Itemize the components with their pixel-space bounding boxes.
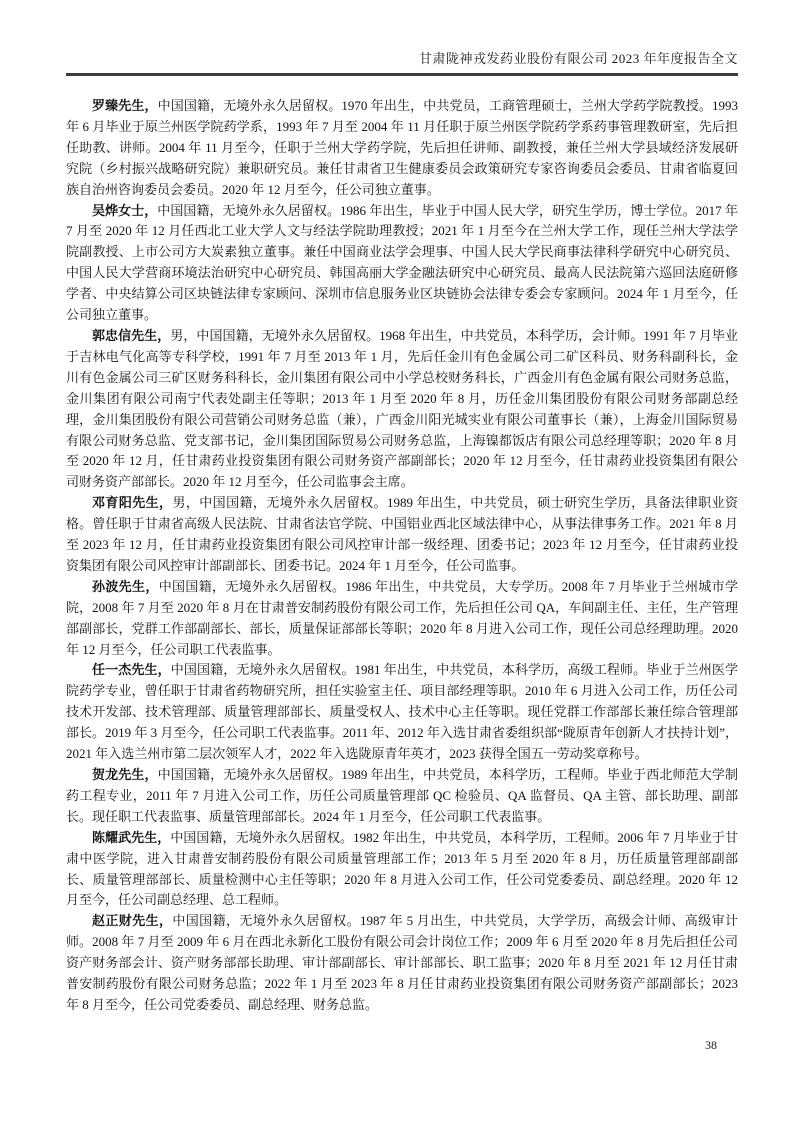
page-header [66,46,738,76]
person-name-zhao-zhengcai: 赵正财先生， [92,913,173,929]
bio-text-guo-zhongxin: 男，中国国籍，无境外永久居留权。1968 年出生，中共党员，本科学历，会计师。1991 年 7 月毕业于吉林电气化高等专科学校，1991 年 7 月至 2013 年 1 月，先后任金川有色金属公司二矿区科员、财务科副科长，金川有色金属公司三矿区财务科科长，金川集团有限公司中小学总校财务科长，广西金川有色金属有限公司财务总监，金川集团有限公司南宁代表处副主任等职；2013 年 1 月至 2020 年 8 月，历任金川集团股份有限公司财务部副总经理，金川集团股份有限公司营销公司财务总监（兼），广西金川阳光城实业有限公司董事长（兼），上海金川国际贸易有限公司财务总监、党支部书记，金川集团国际贸易公司财务总监，上海镍都饭店有限公司总经理等职；2020 年 8 月至 2020 年 12 月，任甘肃药业投资集团有限公司财务资产部副部长；2020 年 12 月至今，任甘肃药业投资集团有限公司财务资产部部长。2020 年 12 月至今，任公司监事会主席。 [66,327,738,490]
page-footer [705,1038,717,1053]
header-divider [66,73,738,76]
person-name-he-long: 贺龙先生， [92,767,158,782]
bio-paragraph-luo-zhen [66,96,738,201]
person-name-sun-bo: 孙波先生， [92,578,159,594]
bio-paragraph-zhao-zhengcai [66,911,738,1016]
bio-paragraph-he-long [66,765,738,828]
person-name-luo-zhen: 罗臻先生， [92,98,158,113]
bio-paragraph-guo-zhongxin [66,326,738,493]
bio-paragraph-sun-bo [66,577,738,661]
bio-paragraph-deng-yuyang [66,493,738,577]
bio-paragraph-wu-ye [66,201,738,326]
bio-text-ren-yijie: 中国国籍，无境外永久居留权。1981 年出生，中共党员，本科学历，高级工程师。毕业于兰州医学院药学专业，曾任职于甘肃省药物研究所，担任实验室主任、项目部经理等职。2010 年 6 月进入公司工作，历任公司技术开发部、技术管理部、质量管理部部长、质量受权人、技术中心主任等职。现任党群工作部部长兼任综合管理部部长。2019 年 3 月至今，任公司职工代表监事。2011 年、2012 年入选甘肃省委组织部“陇原青年创新人才扶持计划”，2021 年入选兰州市第二层次领军人才，2022 年入选陇原青年英才，2023 获得全国五一劳动奖章称号。 [66,662,738,762]
person-name-ren-yijie: 任一杰先生， [92,662,171,678]
bio-text-deng-yuyang: 男，中国国籍，无境外永久居留权。1989 年出生，中共党员，硕士研究生学历，具备法律职业资格。曾任职于甘肃省高级人民法院、甘肃省法官学院、中国铝业西北区域法律中心，从事法律事务工作。2021 年 8 月至 2023 年 12 月，任甘肃药业投资集团有限公司风控审计部一级经理、团委书记；2023 年 12 月至今，任甘肃药业投资集团有限公司风控审计部副部长、团委书记。2024 年 1 月至今，任公司监事。 [66,495,738,573]
person-name-guo-zhongxin: 郭忠信先生， [92,327,171,343]
bio-paragraph-chen-yaowu [66,828,738,912]
person-name-chen-yaowu: 陈耀武先生， [92,829,171,845]
page-number: 38 [705,1038,717,1052]
bio-text-luo-zhen: 中国国籍，无境外永久居留权。1970 年出生，中共党员，工商管理硕士，兰州大学药学院教授。1993 年 6 月毕业于原兰州医学院药学系，1993 年 7 月至 2004 年 11 月任职于原兰州医学院药学系药事管理教研室，先后担任助教、讲师。2004 年 11 月至今，任职于兰州大学药学院，先后担任讲师、副教授，兼任兰州大学县域经济发展研究院（乡村振兴战略研究院）兼职研究员。兼任甘肃省卫生健康委员会政策研究专家咨询委员会委员、甘肃省临夏回族自治州咨询委员会委员。2020 年 12 月至今，任公司独立董事。 [66,98,738,197]
bio-text-wu-ye: 中国国籍，无境外永久居留权。1986 年出生，毕业于中国人民大学，研究生学历，博士学位。2017 年 7 月至 2020 年 12 月任西北工业大学人文与经法学院助理教授；2021 年 1 月至今在兰州大学工作，现任兰州大学法学院副教授、上市公司方大炭素独立董事。兼任中国商业法学会理事、中国人民大学民商事法律科学研究中心研究员、中国人民大学营商环境法治研究中心研究员、韩国高丽大学金融法研究中心研究员、最高人民法院第六巡回法庭研修学者、中央结算公司区块链法律专家顾问、深圳市信息服务业区块链协会法律专委会专家顾问。2024 年 1 月至今，任公司独立董事。 [66,202,738,323]
bio-text-zhao-zhengcai: 中国国籍，无境外永久居留权。1987 年 5 月出生，中共党员，大学学历，高级会计师、高级审计师。2008 年 7 月至 2009 年 6 月在西北永新化工股份有限公司会计岗位工作；2009 年 6 月至 2020 年 8 月先后担任公司资产财务部会计、资产财务部部长助理、审计部副部长、审计部部长、职工监事；2020 年 8 月至 2021 年 12 月任甘肃普安制药股份有限公司财务总监；2022 年 1 月至 2023 年 8 月任甘肃药业投资集团有限公司财务资产部副部长；2023 年 8 月至今，任公司党委委员、副总经理、财务总监。 [66,913,738,1012]
bio-text-chen-yaowu: 中国国籍，无境外永久居留权。1982 年出生，中共党员，本科学历，工程师。2006 年 7 月毕业于甘肃中医学院，进入甘肃普安制药股份有限公司质量管理部工作；2013 年 5 月至 2020 年 8 月，历任质量管理部副部长、质量管理部部长、质量检测中心主任等职；2020 年 8 月进入公司工作，任公司党委委员、副总经理。2020 年 12 月至今，任公司副总经理、总工程师。 [66,829,738,908]
person-name-wu-ye: 吴烨女士， [92,202,158,218]
person-name-deng-yuyang: 邓育阳先生， [92,495,173,511]
document-body [66,96,738,1016]
report-header-title: 甘肃陇神戎发药业股份有限公司 2023 年年度报告全文 [418,51,738,66]
bio-paragraph-ren-yijie [66,660,738,765]
bio-text-sun-bo: 中国国籍，无境外永久居留权。1986 年出生，中共党员，大专学历。2008 年 7 月毕业于兰州城市学院，2008 年 7 月至 2020 年 8 月在甘肃普安制药股份有限公司工作，先后担任公司 QA，车间副主任、主任，生产管理部副部长，党群工作部副部长、部长，质量保证部部长等职；2020 年 8 月进入公司工作，现任公司总经理助理。2020 年 12 月至今，任公司职工代表监事。 [66,578,738,657]
bio-text-he-long: 中国国籍，无境外永久居留权。1989 年出生，中共党员，本科学历，工程师。毕业于西北师范大学制药工程专业，2011 年 7 月进入公司工作，历任公司质量管理部 QC 检验员、QA 监督员、QA 主管、部长助理、副部长。现任职工代表监事、质量管理部部长。2024 年 1 月至今，任公司职工代表监事。 [66,767,738,824]
